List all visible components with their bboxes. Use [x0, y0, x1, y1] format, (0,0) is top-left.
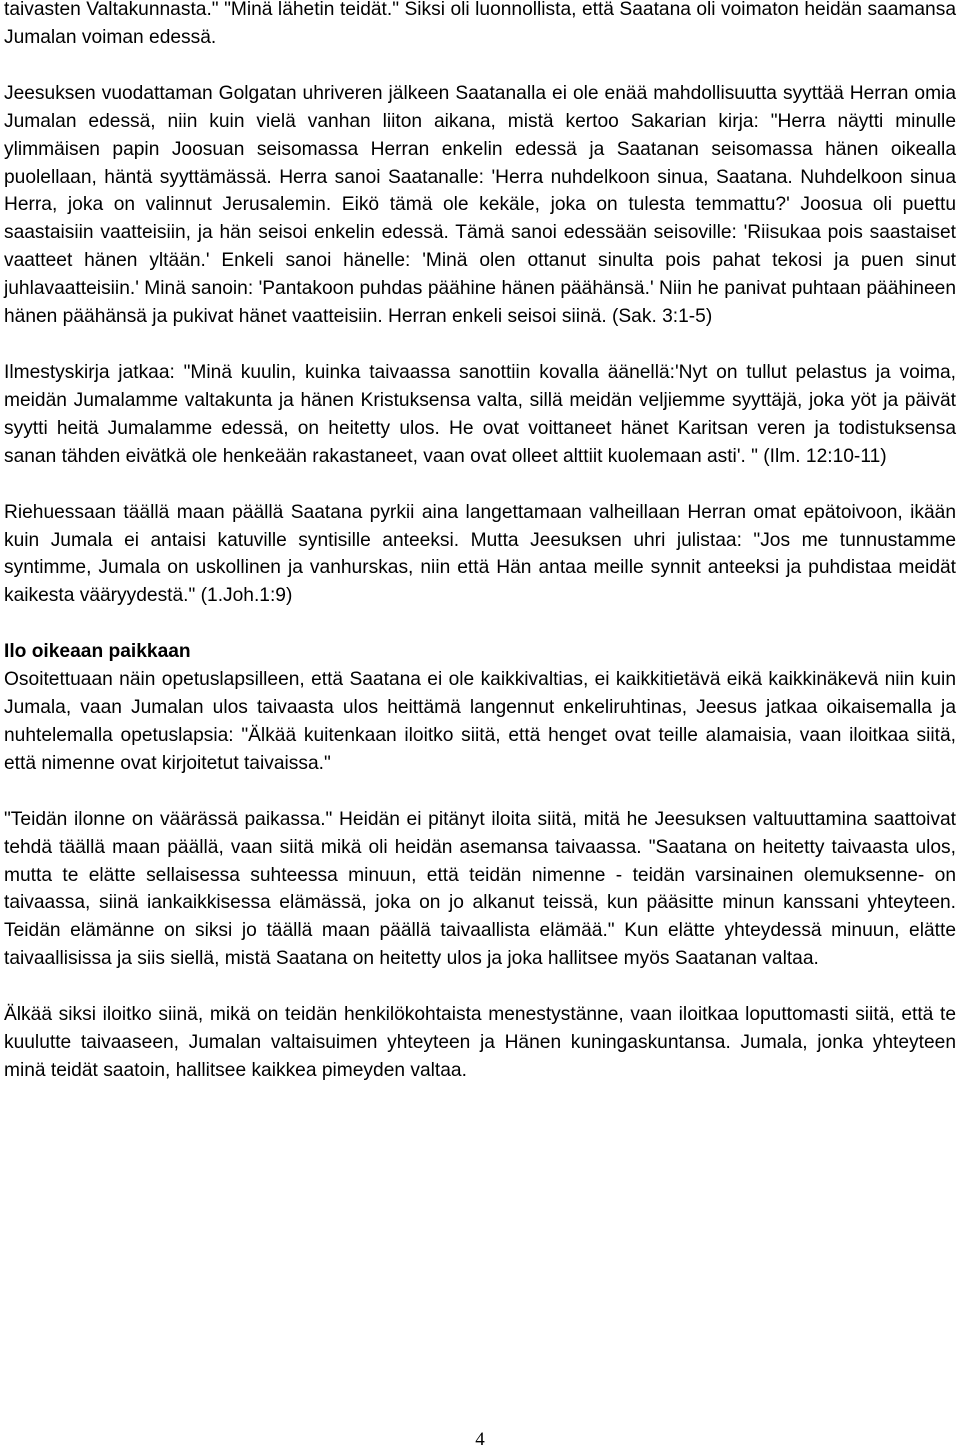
- page-number: 4: [475, 1429, 485, 1450]
- section-heading: Ilo oikeaan paikkaan: [4, 641, 191, 663]
- paragraph-revelation: Ilmestyskirja jatkaa: "Minä kuulin, kuinka taivaassa sanottiin kovalla äänellä:'Nyt on tullut pelastus ja voima, meidän Jumalamme valtakunta ja hänen Kristuksensa valta, sillä meidän veljiemme syyttäjä, joka yöt ja päivät syytti heitä Jumalamme edessä, on heitetty ulos. He ovat voittaneet hänet Karitsan veren ja todistuksensa sanan tähden eivätkä ole henkeään rakastaneet, vaan ovat olleet alttiit kuolemaan asti'. " (Ilm. 12:10-11): [4, 361, 956, 467]
- section-paragraph-1: Osoitettuaan näin opetuslapsilleen, että Saatana ei ole kaikkivaltias, ei kaikkitietävä eikä kaikkinäkevä niin kuin Jumala, vaan Jumalan ulos taivaasta ulos heittämä langennut enkeliruhtinas, Jeesus jatkaa oikaisemalla ja nuhtelemalla opetuslapsia: "Älkää kuitenkaan iloitko siitä, että henget ovat teille alamaisia, vaan iloitkaa siitä, että nimenne ovat kirjoitetut taivaissa.": [4, 669, 956, 774]
- document-page: [4, 0, 956, 1085]
- paragraph-intro: taivasten Valtakunnasta." "Minä lähetin teidät." Siksi oli luonnollista, että Saatana oli voimaton heidän saamansa Jumalan voiman edessä.: [4, 0, 956, 48]
- section-paragraph-2: "Teidän ilonne on väärässä paikassa." Heidän ei pitänyt iloita siitä, mitä he Jeesuksen valtuuttamina saattoivat tehdä täällä maan päällä, vaan siitä mikä oli heidän asemansa taivaassa. "Saatana on heitetty taivaasta ulos, mutta te elätte sellaisessa suhteessa minuun, että teidän nimenne - teidän varsinainen olemuksenne- on taivaassa, siinä iankaikkisessa elämässä, joka on jo alkanut teissä, kun pääsitte minun kanssani yhteyteen. Teidän elämänne on siksi jo täällä maan päällä taivaallista elämää." Kun elätte yhteydessä minuun, elätte taivaallisissa ja siis siellä, mistä Saatana on heitetty ulos ja joka hallitsee myös Saatanan valtaa.: [4, 808, 956, 970]
- paragraph-first-john: Riehuessaan täällä maan päällä Saatana pyrkii aina langettamaan valheillaan Herran omat epätoivoon, ikään kuin Jumala ei antaisi katuville syntisille anteeksi. Mutta Jeesuksen uhri julistaa: "Jos me tunnustamme syntimme, Jumala on uskollinen ja vanhurskas, niin että Hän antaa meille synnit anteeksi ja puhdistaa meidät kaikesta vääryydestä." (1.Joh.1:9): [4, 501, 956, 607]
- section-paragraph-3: Älkää siksi iloitko siinä, mikä on teidän henkilökohtaista menestystänne, vaan iloitkaa loputtomasti siitä, että te kuulutte taivaaseen, Jumalan valtaisuimen yhteyteen ja Hänen kuningaskuntansa. Jumala, jonka yhteyteen minä teidät saatoin, hallitsee kaikkea pimeyden valtaa.: [4, 1004, 956, 1081]
- paragraph-golgatha-zechariah: Jeesuksen vuodattaman Golgatan uhriveren jälkeen Saatanalla ei ole enää mahdollisuutta syyttää Herran omia Jumalan edessä, niin kuin vielä vanhan liiton aikana, mistä kertoo Sakarian kirja: "Herra näytti minulle ylimmäisen papin Joosuan seisomassa Herran enkelin edessä ja Saatanan seisomassa hänen oikealla puolellaan, häntä syyttämässä. Herra sanoi Saatanalle: 'Herra nuhdelkoon sinua, Saatana. Nuhdelkoon sinua Herra, joka on valinnut Jerusalemin. Eikö tämä ole kekäle, joka on tulesta temmattu?' Joosua oli puettu saastaisiin vaatteisiin, ja hän seisoi enkelin edessä. Tämä sanoi edessään seisoville: 'Riisukaa pois saastaiset vaatteet hänen yltään.' Enkeli sanoi hänelle: 'Minä olen ottanut sinulta pois pahat tekosi ja puen sinut juhlavaatteisiin.' Minä sanoin: 'Pantakoon puhdas päähine hänen päähänsä.' Niin he panivat puhtaan päähineen hänen päähänsä ja pukivat hänet vaatteisiin. Herran enkeli seisoi siinä. (Sak. 3:1-5): [4, 82, 956, 328]
